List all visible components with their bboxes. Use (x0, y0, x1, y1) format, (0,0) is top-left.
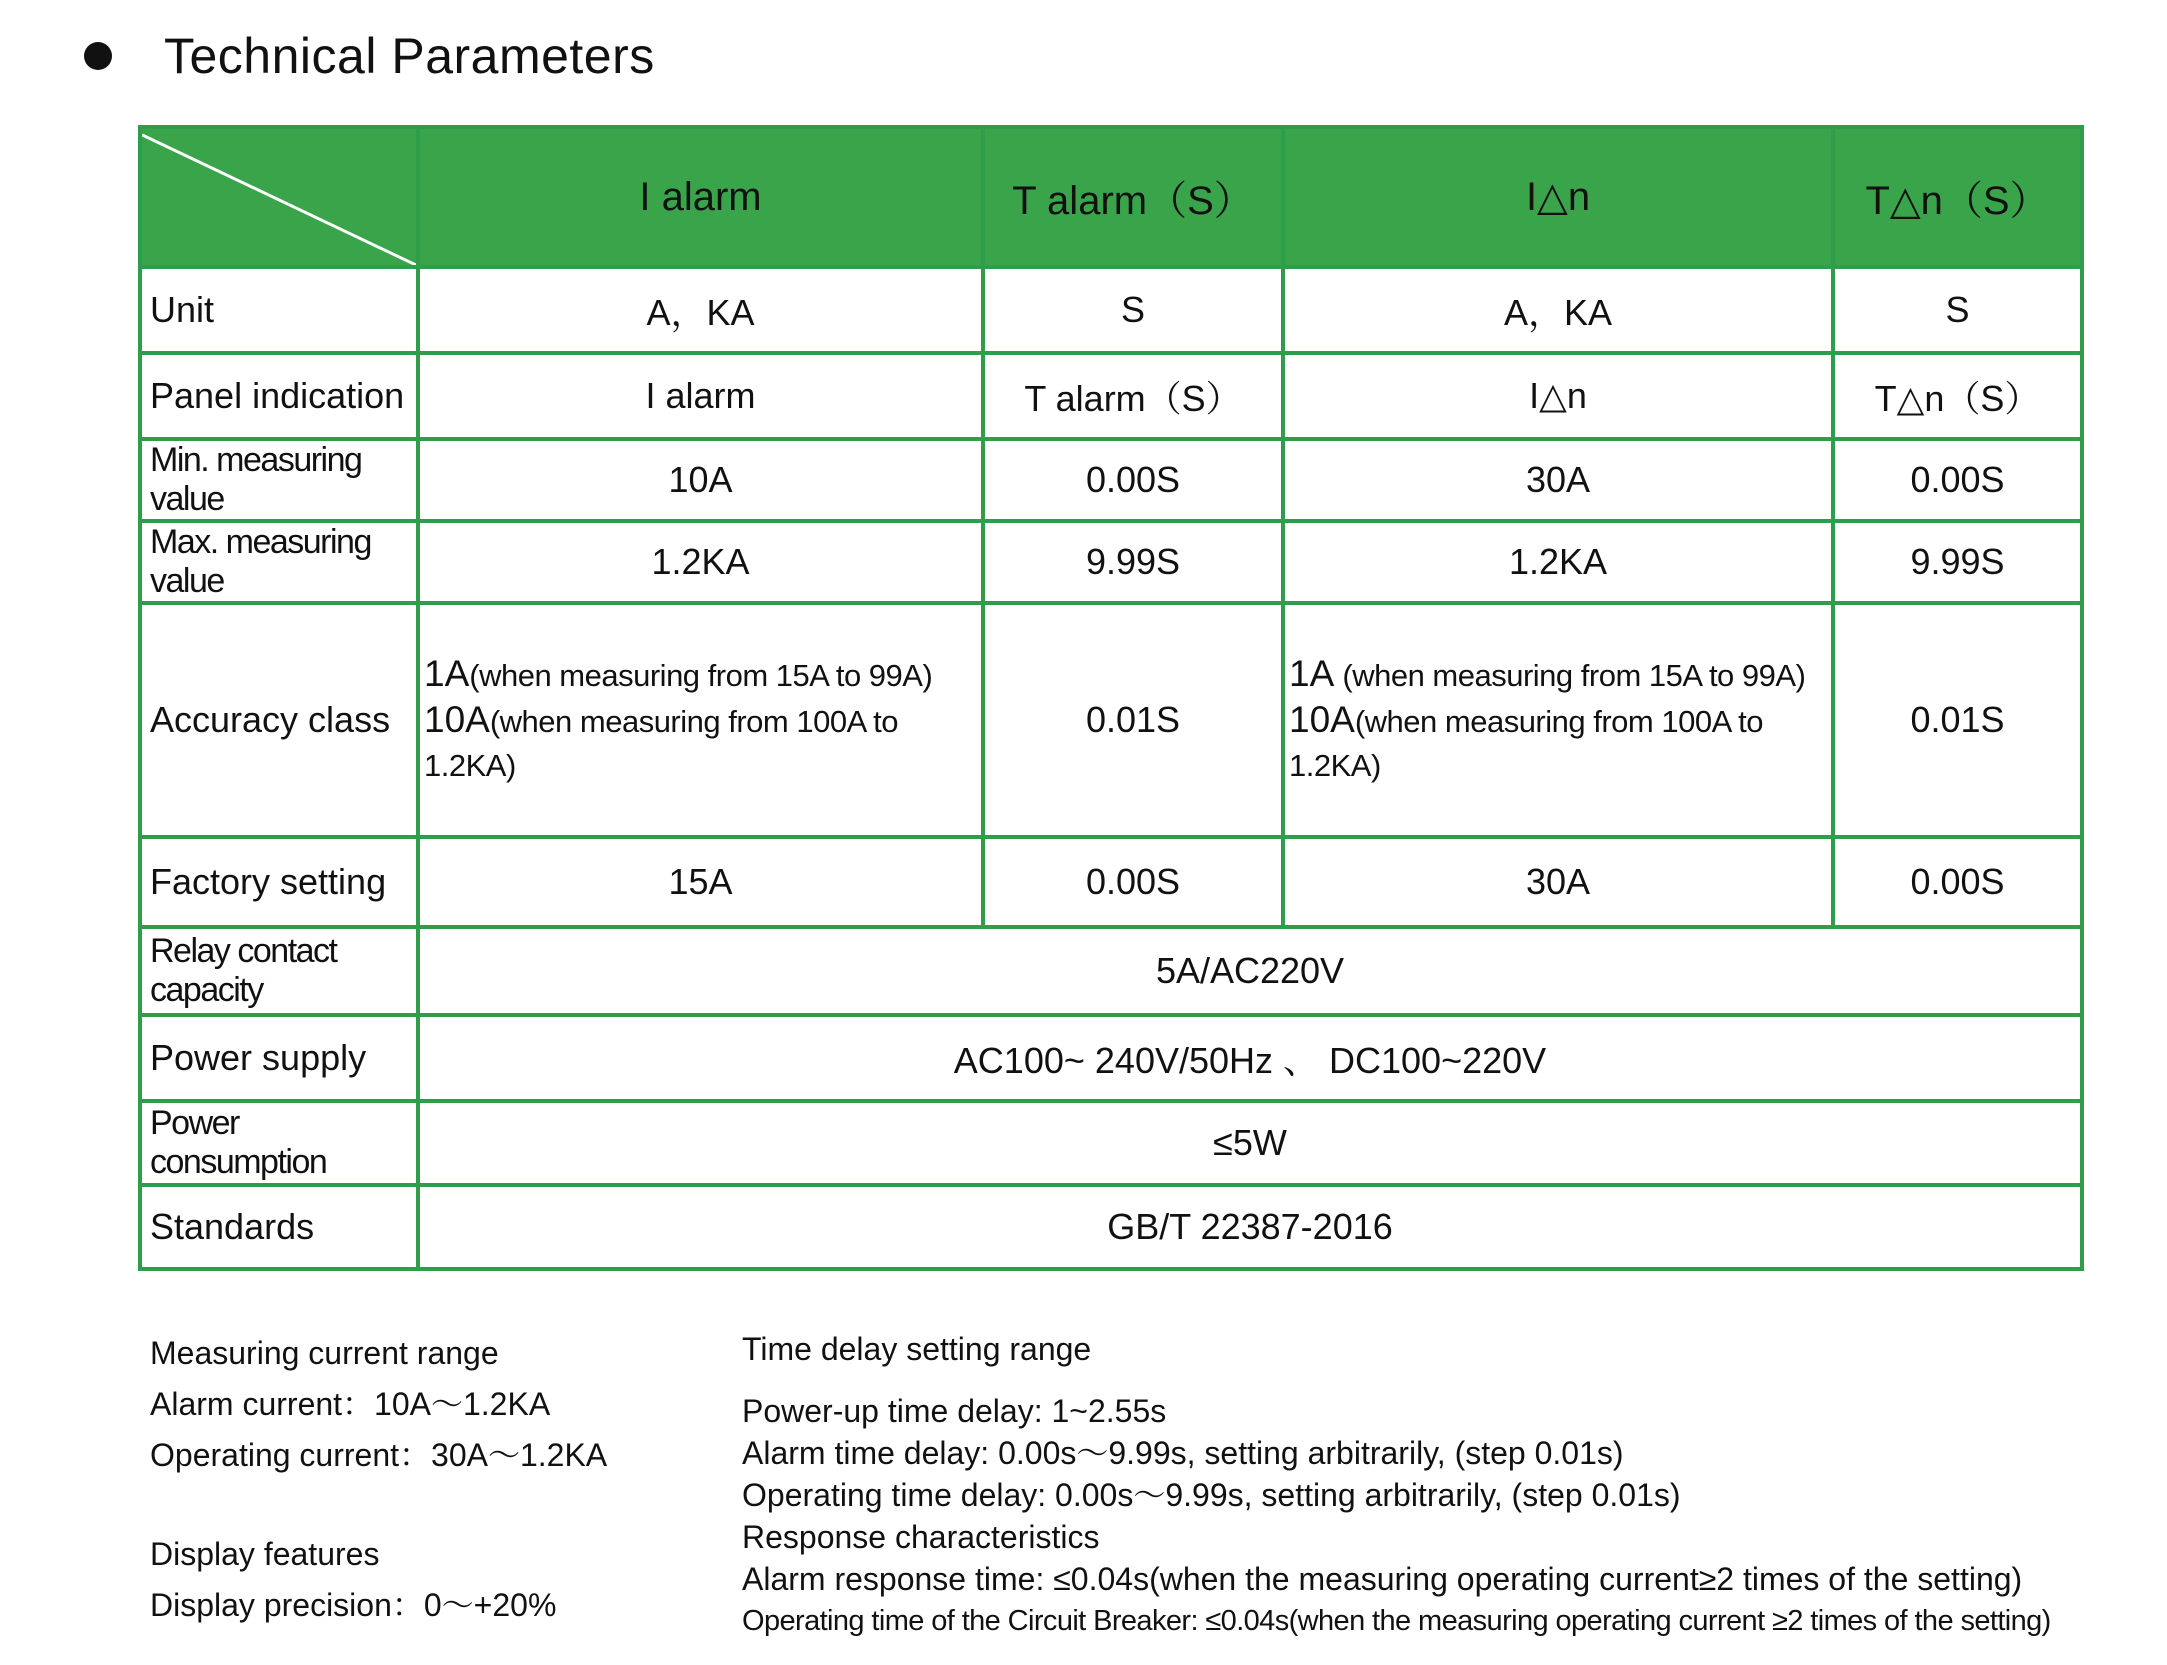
table-cell: T△n（S） (1833, 353, 2082, 439)
response-characteristics-title: Response characteristics (742, 1519, 1100, 1555)
table-cell: 0.01S (983, 603, 1283, 837)
power-up-delay-note: Power-up time delay: 1~2.55s (742, 1393, 1167, 1429)
table-cell: 15A (418, 837, 983, 927)
table-header-row (140, 127, 2082, 267)
bullet-icon (84, 42, 112, 70)
accuracy-line: 10A(when measuring from 100A to 1.2KA) (424, 699, 899, 783)
table-cell: 10A (418, 439, 983, 521)
row-label-panel-indication: Panel indication (140, 353, 418, 439)
table-row (140, 927, 2082, 1015)
row-label-accuracy-class: Accuracy class (140, 603, 418, 837)
table-cell: A，KA (418, 267, 983, 353)
table-row (140, 353, 2082, 439)
header-i-alarm: I alarm (418, 127, 983, 267)
row-label-factory-setting: Factory setting (140, 837, 418, 927)
accuracy-line: 1A(when measuring from 15A to 99A) (424, 653, 933, 694)
page-title: Technical Parameters (164, 28, 655, 84)
table-row (140, 603, 2082, 837)
table-cell: S (1833, 267, 2082, 353)
technical-parameters-table (138, 125, 2084, 1271)
table-row (140, 837, 2082, 927)
row-label-unit: Unit (140, 267, 418, 353)
table-cell: 1.2KA (1283, 521, 1833, 603)
alarm-response-note: Alarm response time: ≤0.04s(when the measuring operating current≥2 times of the setting) (742, 1561, 2023, 1597)
table-cell: 9.99S (983, 521, 1283, 603)
row-label-relay-contact-capacity: Relay contact capacity (140, 927, 418, 1015)
accuracy-i-alarm-cell (418, 603, 983, 837)
breaker-response-note: Operating time of the Circuit Breaker: ≤0.04s(when the measuring operating current ≥2 times of the setting) (742, 1605, 2051, 1637)
header-t-delta-n: T△n（S） (1833, 127, 2082, 267)
table-cell: 0.00S (983, 439, 1283, 521)
table-cell: T alarm（S） (983, 353, 1283, 439)
display-features-title: Display features (150, 1536, 380, 1572)
table-cell: 9.99S (1833, 521, 2082, 603)
table-cell: I alarm (418, 353, 983, 439)
row-label-power-consumption: Power consumption (140, 1101, 418, 1185)
table-cell: 30A (1283, 837, 1833, 927)
table-cell: 30A (1283, 439, 1833, 521)
accuracy-line: 1A (when measuring from 15A to 99A) (1289, 653, 1806, 694)
current-range-title: Measuring current range (150, 1335, 499, 1371)
table-row (140, 439, 2082, 521)
notes-right-column (742, 1328, 2051, 1642)
alarm-current-note: Alarm current：10A～1.2KA (150, 1386, 551, 1422)
row-label-min-measuring-value: Min. measuring value (140, 439, 418, 521)
table-cell-span: ≤5W (418, 1101, 2082, 1185)
operating-current-note: Operating current：30A～1.2KA (150, 1437, 608, 1473)
header-i-delta-n: I△n (1283, 127, 1833, 267)
table-cell: A，KA (1283, 267, 1833, 353)
table-cell-span: GB/T 22387-2016 (418, 1185, 2082, 1269)
display-precision-note: Display precision：0～+20% (150, 1587, 557, 1623)
table-row (140, 267, 2082, 353)
accuracy-i-delta-n-cell (1283, 603, 1833, 837)
time-delay-title: Time delay setting range (742, 1331, 1092, 1367)
table-cell: S (983, 267, 1283, 353)
table-row (140, 521, 2082, 603)
table-cell: 0.00S (1833, 439, 2082, 521)
table-cell: 0.00S (983, 837, 1283, 927)
table-cell: I△n (1283, 353, 1833, 439)
section-heading (84, 28, 655, 84)
table-cell-span: AC100~ 240V/50Hz 、 DC100~220V (418, 1015, 2082, 1101)
operating-delay-note: Operating time delay: 0.00s～9.99s, setting arbitrarily, (step 0.01s) (742, 1477, 1681, 1513)
table-cell-span: 5A/AC220V (418, 927, 2082, 1015)
alarm-delay-note: Alarm time delay: 0.00s～9.99s, setting arbitrarily, (step 0.01s) (742, 1435, 1624, 1471)
table-row (140, 1101, 2082, 1185)
corner-header-cell (140, 127, 418, 267)
table-row (140, 1015, 2082, 1101)
table-cell: 1.2KA (418, 521, 983, 603)
diagonal-divider-icon (142, 129, 416, 265)
header-t-alarm: T alarm（S） (983, 127, 1283, 267)
row-label-max-measuring-value: Max. measuring value (140, 521, 418, 603)
notes-left-column (150, 1328, 607, 1631)
row-label-power-supply: Power supply (140, 1015, 418, 1101)
table-cell: 0.00S (1833, 837, 2082, 927)
row-label-standards: Standards (140, 1185, 418, 1269)
table-row (140, 1185, 2082, 1269)
accuracy-line: 10A(when measuring from 100A to 1.2KA) (1289, 699, 1764, 783)
table-cell: 0.01S (1833, 603, 2082, 837)
